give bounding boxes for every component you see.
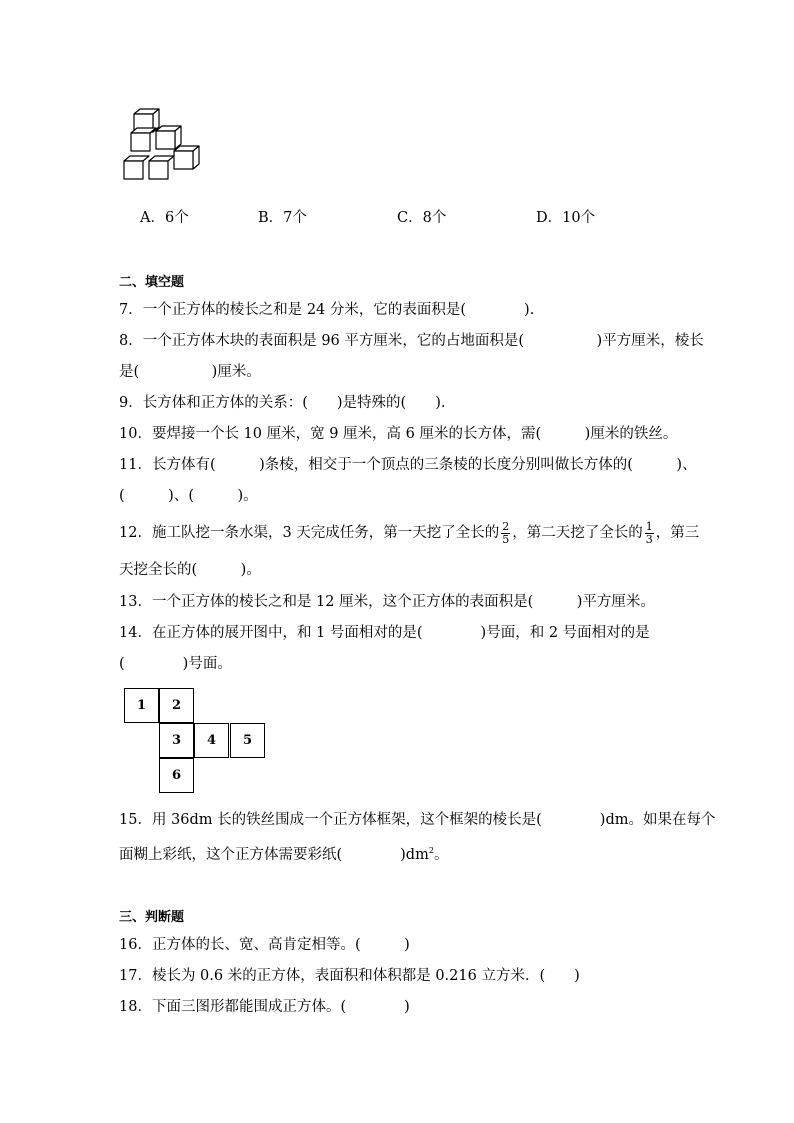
fraction-denominator: 5	[502, 532, 510, 546]
question-17: 17．棱长为 0.6 米的正方体，表面积和体积都是 0.216 立方米．( )	[119, 968, 580, 984]
net-face-3: 3	[159, 723, 194, 758]
question-12-text-b: ，第二天挖了全长的	[512, 525, 643, 541]
question-13: 13．一个正方体的棱长之和是 12 厘米，这个正方体的表面积是( )平方厘米。	[119, 594, 655, 610]
question-12-text-c: ，第三	[655, 525, 700, 541]
question-14-line2: ( )号面。	[119, 656, 232, 672]
fraction-numerator: 2	[502, 519, 510, 533]
question-18: 18．下面三图形都能围成正方体。( )	[119, 999, 410, 1015]
question-12-line1	[119, 519, 699, 547]
question-11-line1: 11．长方体有( )条棱，相交于一个顶点的三条棱的长度分别叫做长方体的( )、	[119, 457, 697, 473]
net-face-1: 1	[124, 688, 159, 723]
section-judgement-title: 三、判断题	[119, 910, 185, 925]
question-8-line1: 8．一个正方体木块的表面积是 96 平方厘米，它的占地面积是( )平方厘米，棱长	[119, 333, 704, 349]
net-face-4: 4	[194, 723, 229, 758]
fraction-numerator: 1	[645, 519, 653, 533]
question-9: 9．长方体和正方体的关系：( )是特殊的( ).	[119, 395, 446, 411]
question-15-text: 面糊上彩纸，这个正方体需要彩纸( )dm	[119, 846, 429, 863]
net-face-5: 5	[230, 723, 265, 758]
net-face-6: 6	[159, 758, 194, 793]
option-a[interactable]: A．6个	[140, 210, 189, 226]
question-16: 16．正方体的长、宽、高肯定相等。( )	[119, 937, 410, 953]
cube-stack-figure	[118, 106, 208, 186]
question-7: 7．一个正方体的棱长之和是 24 分米，它的表面积是( ).	[119, 302, 535, 318]
fraction-two-fifths	[501, 521, 510, 546]
question-15-line2	[119, 841, 448, 865]
square-superscript: 2	[428, 846, 434, 855]
section-fill-blank-title: 二、填空题	[119, 275, 185, 290]
option-d[interactable]: D．10个	[536, 210, 596, 226]
question-11-line2: ( )、( )。	[119, 488, 258, 504]
question-14-line1: 14．在正方体的展开图中，和 1 号面相对的是( )号面，和 2 号面相对的是	[119, 625, 650, 641]
question-12-text-a: 12．施工队挖一条水渠，3 天完成任务，第一天挖了全长的	[119, 525, 500, 541]
question-10: 10．要焊接一个长 10 厘米，宽 9 厘米，高 6 厘米的长方体，需( )厘米的铁丝。	[119, 426, 678, 442]
option-b[interactable]: B．7个	[258, 210, 307, 226]
question-8-line2: 是( )厘米。	[119, 364, 261, 380]
net-face-2: 2	[159, 688, 194, 723]
fraction-denominator: 3	[645, 532, 653, 546]
question-15-end: 。	[433, 846, 449, 863]
question-15-line1: 15．用 36dm 长的铁丝围成一个正方体框架，这个框架的棱长是( )dm。如果在每个	[119, 812, 716, 828]
fraction-one-third	[645, 521, 654, 546]
option-c[interactable]: C．8个	[397, 210, 447, 226]
question-12-line2: 天挖全长的( )。	[119, 562, 261, 578]
